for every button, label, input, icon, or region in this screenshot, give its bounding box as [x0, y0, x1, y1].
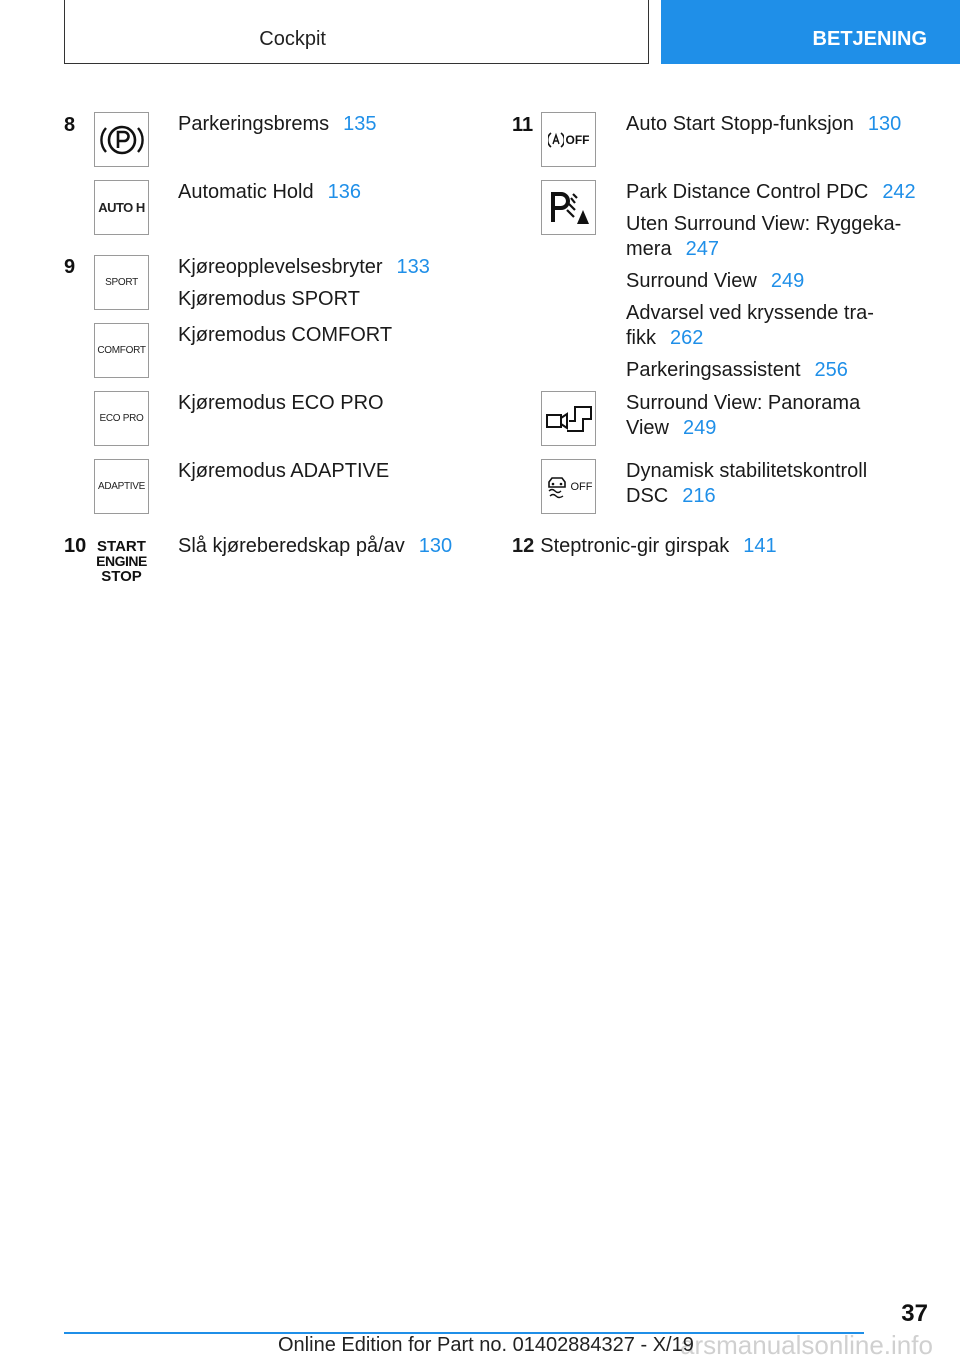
comfort-mode-label: Kjøremodus COMFORT	[178, 324, 393, 346]
steptronic-label: Steptronic-gir girspak	[540, 535, 730, 557]
dsc-off-icon-text: OFF	[570, 480, 593, 493]
start-icon-line: START	[97, 538, 146, 555]
eco-pro-mode-icon	[94, 391, 149, 446]
steptronic-entry	[512, 534, 777, 559]
panorama-view-page-ref[interactable]: 249	[683, 417, 717, 439]
start-engine-stop-icon	[94, 534, 149, 589]
sport-mode-icon	[94, 255, 149, 310]
surround-view-page-ref[interactable]: 249	[770, 270, 805, 292]
dsc-label-line2: DSC	[626, 485, 669, 507]
auto-start-stop-off-icon	[541, 112, 596, 167]
stop-icon-line: STOP	[101, 568, 142, 585]
cross-traffic-page-ref[interactable]: 262	[670, 327, 704, 349]
parking-brake-page-ref[interactable]: 135	[343, 113, 377, 135]
steptronic-page-ref[interactable]: 141	[743, 535, 777, 557]
item-number-8: 8	[64, 114, 76, 136]
sport-mode-entry	[178, 287, 360, 312]
driving-experience-switch-label: Kjøreopplevelsesbryter	[178, 256, 383, 278]
parking-brake-icon	[94, 112, 149, 167]
rear-camera-page-ref[interactable]: 247	[685, 238, 719, 260]
item-number-9: 9	[64, 256, 76, 278]
footer-edition: Online Edition for Part no. 01402884327 - X/19	[278, 1334, 694, 1356]
engine-icon-line: ENGINE	[96, 553, 147, 569]
pdc-entry	[626, 180, 916, 205]
cross-traffic-label-line1: Advarsel ved kryssende tra-	[626, 302, 874, 324]
parking-assistant-entry	[626, 358, 848, 383]
rear-camera-entry	[626, 212, 901, 262]
comfort-mode-icon	[94, 323, 149, 378]
parking-brake-entry	[178, 112, 377, 137]
section-title: Cockpit	[259, 28, 326, 50]
pdc-page-ref[interactable]: 242	[882, 181, 916, 203]
rear-camera-label-line2: mera	[626, 238, 672, 260]
dsc-page-ref[interactable]: 216	[682, 485, 716, 507]
auto-hold-label: Automatic Hold	[178, 181, 314, 203]
cross-traffic-entry	[626, 301, 874, 351]
auto-start-stop-page-ref[interactable]: 130	[867, 113, 902, 135]
auto-hold-icon	[94, 180, 149, 235]
pdc-label: Park Distance Control PDC	[626, 181, 869, 203]
item-number-12: 12	[512, 535, 535, 557]
panorama-view-label-line1: Surround View: Panorama	[626, 392, 861, 414]
auto-start-stop-entry	[626, 112, 901, 137]
comfort-mode-entry	[178, 323, 392, 348]
parking-brake-label: Parkeringsbrems	[178, 113, 330, 135]
eco-pro-mode-label: Kjøremodus ECO PRO	[178, 392, 384, 414]
eco-pro-icon-text: ECO PRO	[99, 413, 144, 424]
panorama-view-entry	[626, 391, 860, 441]
dsc-entry	[626, 459, 867, 509]
surround-view-label: Surround View	[626, 270, 757, 292]
item-number-11: 11	[512, 114, 534, 136]
auto-start-stop-icon-text: OFF	[565, 132, 590, 147]
item-number-10: 10	[64, 535, 87, 557]
surround-view-camera-icon	[541, 391, 596, 446]
adaptive-mode-label: Kjøremodus ADAPTIVE	[178, 460, 390, 482]
page-number: 37	[901, 1300, 928, 1327]
parking-assistant-label: Parkeringsassistent	[626, 359, 801, 381]
auto-hold-page-ref[interactable]: 136	[327, 181, 361, 203]
driving-experience-switch-entry	[178, 255, 430, 280]
driving-experience-switch-page-ref[interactable]: 133	[396, 256, 430, 278]
eco-pro-mode-entry	[178, 391, 384, 416]
dsc-off-icon	[541, 459, 596, 514]
parking-assistant-page-ref[interactable]: 256	[814, 359, 848, 381]
comfort-icon-text: COMFORT	[97, 345, 146, 356]
footer-watermark: arsmanualsonline.info	[680, 1330, 933, 1360]
chapter-tab	[661, 0, 960, 64]
auto-start-stop-label: Auto Start Stopp-funksjon	[626, 113, 854, 135]
adaptive-mode-icon	[94, 459, 149, 514]
auto-hold-icon-text: AUTO H	[98, 200, 145, 215]
sport-mode-label: Kjøremodus SPORT	[178, 288, 360, 310]
chapter-title: BETJENING	[812, 28, 927, 50]
surround-view-entry	[626, 269, 804, 294]
adaptive-icon-text: ADAPTIVE	[97, 481, 146, 492]
dsc-label-line1: Dynamisk stabilitetskontroll	[626, 460, 868, 482]
header-section-box	[64, 0, 649, 64]
auto-hold-entry	[178, 180, 361, 205]
sport-icon-text: SPORT	[105, 277, 138, 288]
cross-traffic-label-line2: fikk	[626, 327, 656, 349]
start-stop-entry	[178, 534, 452, 559]
park-distance-control-icon	[541, 180, 596, 235]
rear-camera-label-line1: Uten Surround View: Ryggeka-	[626, 213, 902, 235]
start-stop-page-ref[interactable]: 130	[418, 535, 453, 557]
panorama-view-label-line2: View	[626, 417, 669, 439]
adaptive-mode-entry	[178, 459, 389, 484]
start-stop-label: Slå kjøreberedskap på/av	[178, 535, 405, 557]
